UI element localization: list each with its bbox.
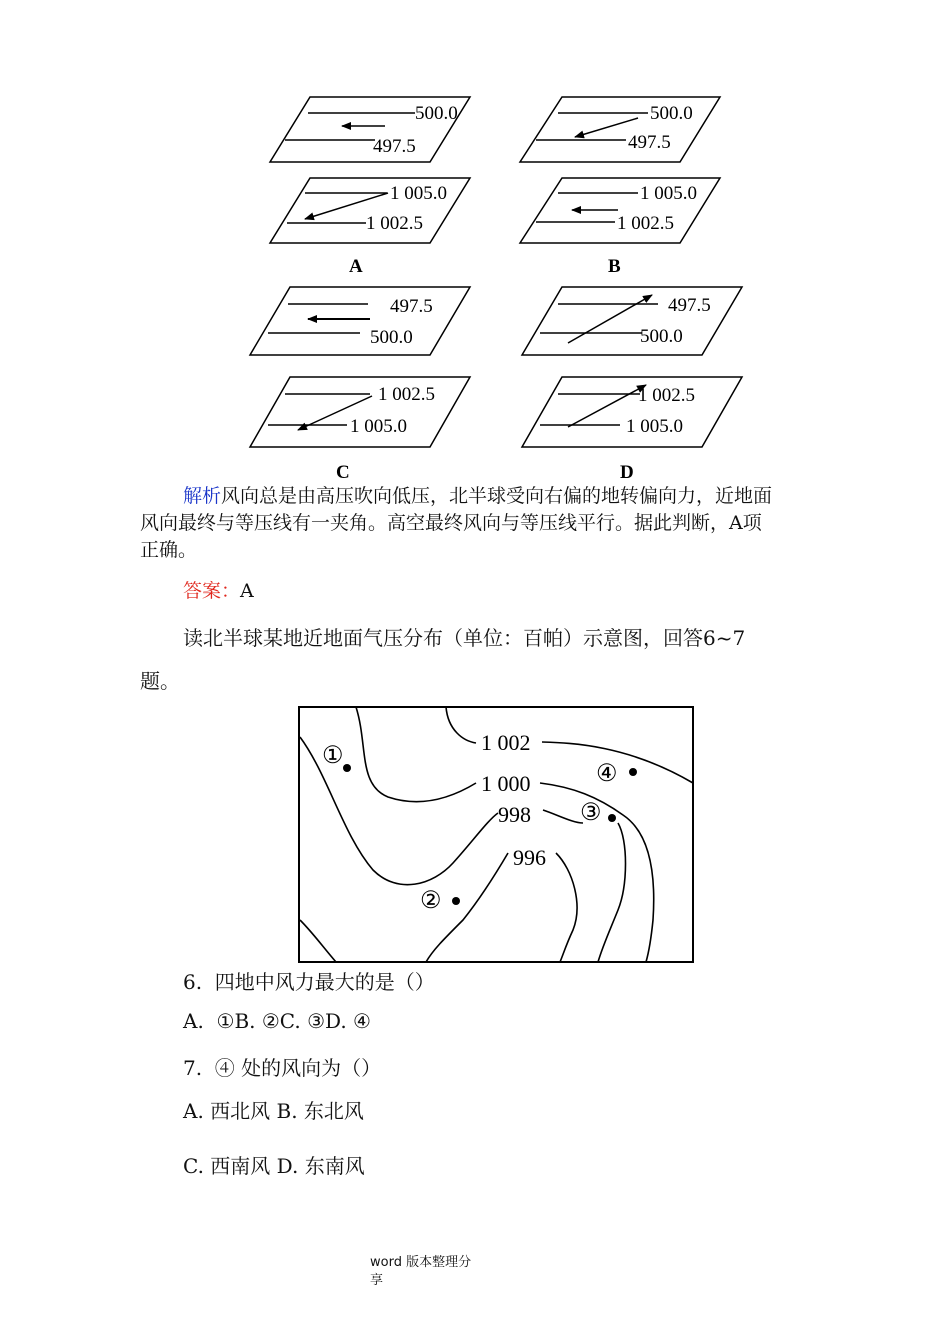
intro-line2: 题。	[140, 669, 180, 693]
isobar-label: 1 005.0	[626, 416, 683, 437]
isobar-label: 1 002.5	[617, 213, 674, 234]
footer-line2: 享	[370, 1273, 384, 1288]
panel-c	[250, 287, 470, 483]
isobar-label: 1 005.0	[640, 183, 697, 204]
point-marker	[452, 897, 460, 905]
isobar-label: 1 002.5	[638, 385, 695, 406]
isobar-label: 998	[498, 802, 531, 827]
point-marker	[343, 764, 351, 772]
point-marker	[629, 768, 637, 776]
point-label: ④	[596, 761, 618, 787]
answer-line	[183, 578, 254, 605]
answer-value: A	[240, 580, 254, 602]
isobar-label: 1 002.5	[378, 384, 435, 405]
analysis-line3: 正确。	[140, 539, 198, 561]
isobar-label: 500.0	[650, 103, 693, 124]
question-7: 7. ④ 处的风向为（）	[183, 1056, 382, 1080]
isobar-label: 497.5	[628, 132, 671, 153]
panel-label: C	[336, 462, 350, 483]
isobar-label: 1 002	[481, 730, 531, 755]
panel-a	[270, 97, 470, 277]
panel-d	[522, 287, 742, 483]
panel-label: B	[608, 256, 621, 277]
footer-line1: word 版本整理分	[370, 1255, 472, 1270]
isobar-label: 500.0	[370, 327, 413, 348]
upper-plane	[250, 287, 470, 355]
question-7-options-1: A. 西北风 B. 东北风	[183, 1099, 364, 1123]
isobar-label: 497.5	[373, 136, 416, 157]
isobar-wind-figure	[240, 85, 760, 485]
panel-label: A	[349, 256, 363, 277]
isobar-label: 497.5	[668, 295, 711, 316]
isobar-label: 500.0	[640, 326, 683, 347]
point-marker	[608, 814, 616, 822]
analysis-block	[140, 483, 820, 564]
analysis-line2: 风向最终与等压线有一夹角。高空最终风向与等压线平行。据此判断，A项	[140, 512, 762, 534]
intro-line1: 读北半球某地近地面气压分布（单位：百帕）示意图，回答6~7	[183, 626, 746, 650]
isobar-label: 996	[513, 845, 546, 870]
point-label: ①	[322, 743, 344, 769]
isobar-996	[426, 853, 577, 962]
question-6-options: A. ①B. ②C. ③D. ④	[183, 1009, 371, 1033]
pressure-map	[298, 705, 696, 965]
question-7-options-2: C. 西南风 D. 东南风	[183, 1154, 365, 1178]
isobar-label: 497.5	[390, 296, 433, 317]
question-6: 6. 四地中风力最大的是（）	[183, 970, 435, 994]
analysis-label: 解析	[183, 485, 222, 507]
answer-label: 答案：	[183, 580, 241, 602]
isobar-label: 500.0	[415, 103, 458, 124]
analysis-text: 风向总是由高压吹向低压，北半球受向右偏的地转偏向力，近地面	[221, 485, 773, 507]
isobar-label: 1 005.0	[390, 183, 447, 204]
panel-label: D	[620, 462, 634, 483]
panel-b	[520, 97, 720, 277]
point-label: ②	[420, 888, 442, 914]
isobar-label: 1 002.5	[366, 213, 423, 234]
isobar-label: 1 000	[481, 771, 531, 796]
isobar-label: 1 005.0	[350, 416, 407, 437]
footer	[370, 1254, 471, 1290]
point-label: ③	[580, 800, 602, 826]
